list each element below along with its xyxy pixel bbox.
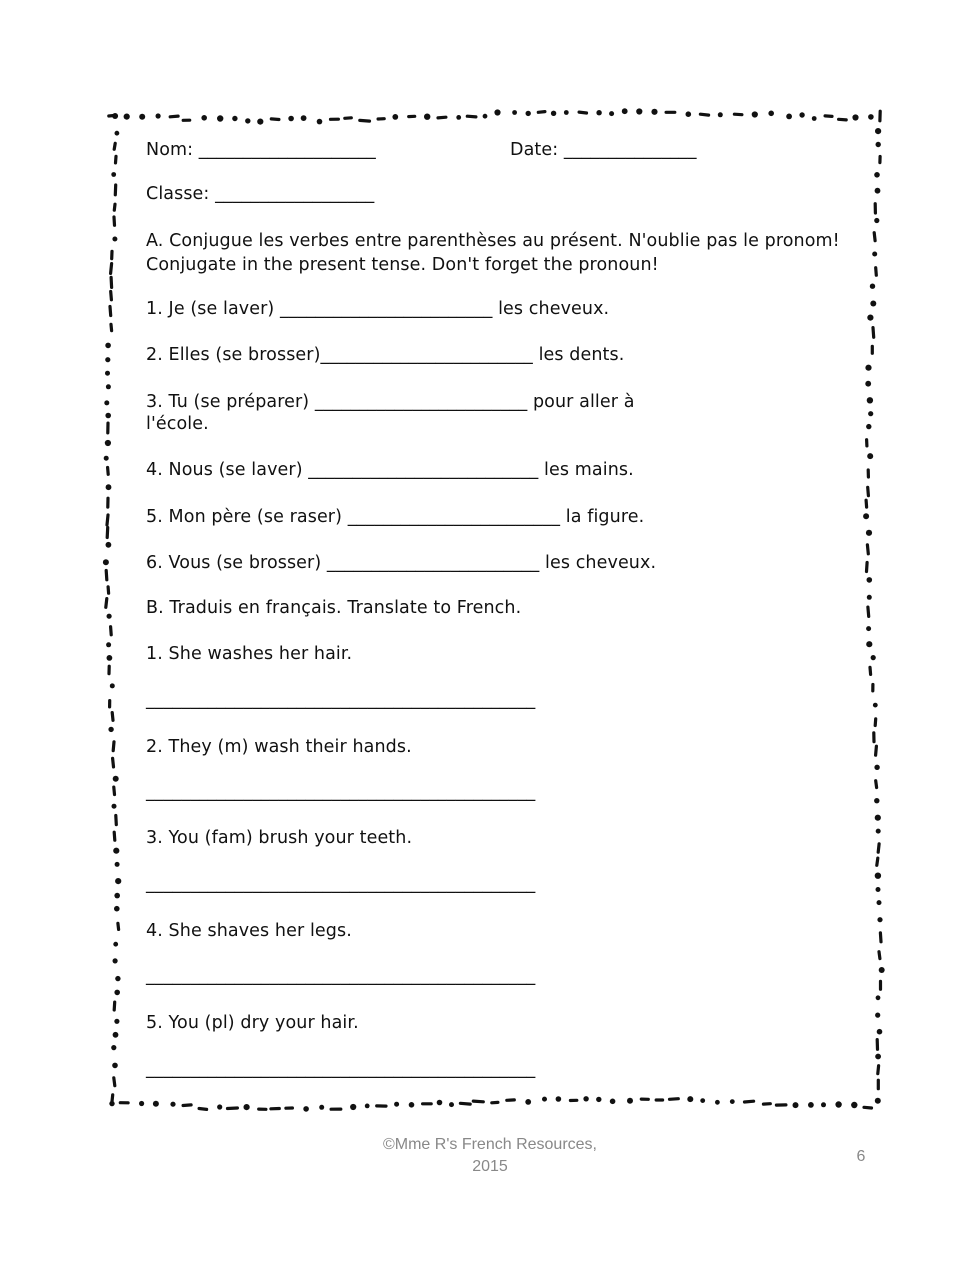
page-number: 6 xyxy=(856,1148,866,1165)
section-b-answer-line-4: ____________________________________________ xyxy=(146,966,536,986)
name-field-label: Nom: ____________________ xyxy=(146,140,376,160)
date-field-label: Date: _______________ xyxy=(510,140,697,160)
section-a-instruction-english: Conjugate in the present tense. Don't forget the pronoun! xyxy=(146,255,659,275)
section-b-answer-line-2: ____________________________________________ xyxy=(146,782,536,802)
copyright-line-2: 2015 xyxy=(472,1158,508,1175)
class-field-label: Classe: __________________ xyxy=(146,184,375,204)
section-a-item-2: 2. Elles (se brosser)________________________ les dents. xyxy=(146,345,625,365)
section-b-item-1: 1. She washes her hair. xyxy=(146,644,353,664)
section-a-item-6: 6. Vous (se brosser) ________________________ les cheveux. xyxy=(146,553,657,573)
section-a-item-4: 4. Nous (se laver) __________________________ les mains. xyxy=(146,460,634,480)
copyright-notice xyxy=(360,1134,620,1178)
section-a-instruction-french: A. Conjugue les verbes entre parenthèses au présent. N'oublie pas le pronom! xyxy=(146,231,840,251)
section-a-item-3: 3. Tu (se préparer) ________________________ pour aller à xyxy=(146,392,635,412)
section-b-instruction: B. Traduis en français. Translate to French. xyxy=(146,598,522,618)
copyright-line-1: ©Mme R's French Resources, xyxy=(382,1136,597,1153)
section-a-item-1: 1. Je (se laver) ________________________ les cheveux. xyxy=(146,299,610,319)
section-a-item-5: 5. Mon père (se raser) ________________________ la figure. xyxy=(146,507,645,527)
section-a-item-3-continuation: l'école. xyxy=(146,414,209,434)
section-b-answer-line-5: ____________________________________________ xyxy=(146,1059,536,1079)
section-b-item-3: 3. You (fam) brush your teeth. xyxy=(146,828,413,848)
section-b-item-4: 4. She shaves her legs. xyxy=(146,921,352,941)
section-b-item-2: 2. They (m) wash their hands. xyxy=(146,737,412,757)
section-b-answer-line-1: ____________________________________________ xyxy=(146,690,536,710)
section-b-item-5: 5. You (pl) dry your hair. xyxy=(146,1013,359,1033)
section-b-answer-line-3: ____________________________________________ xyxy=(146,874,536,894)
